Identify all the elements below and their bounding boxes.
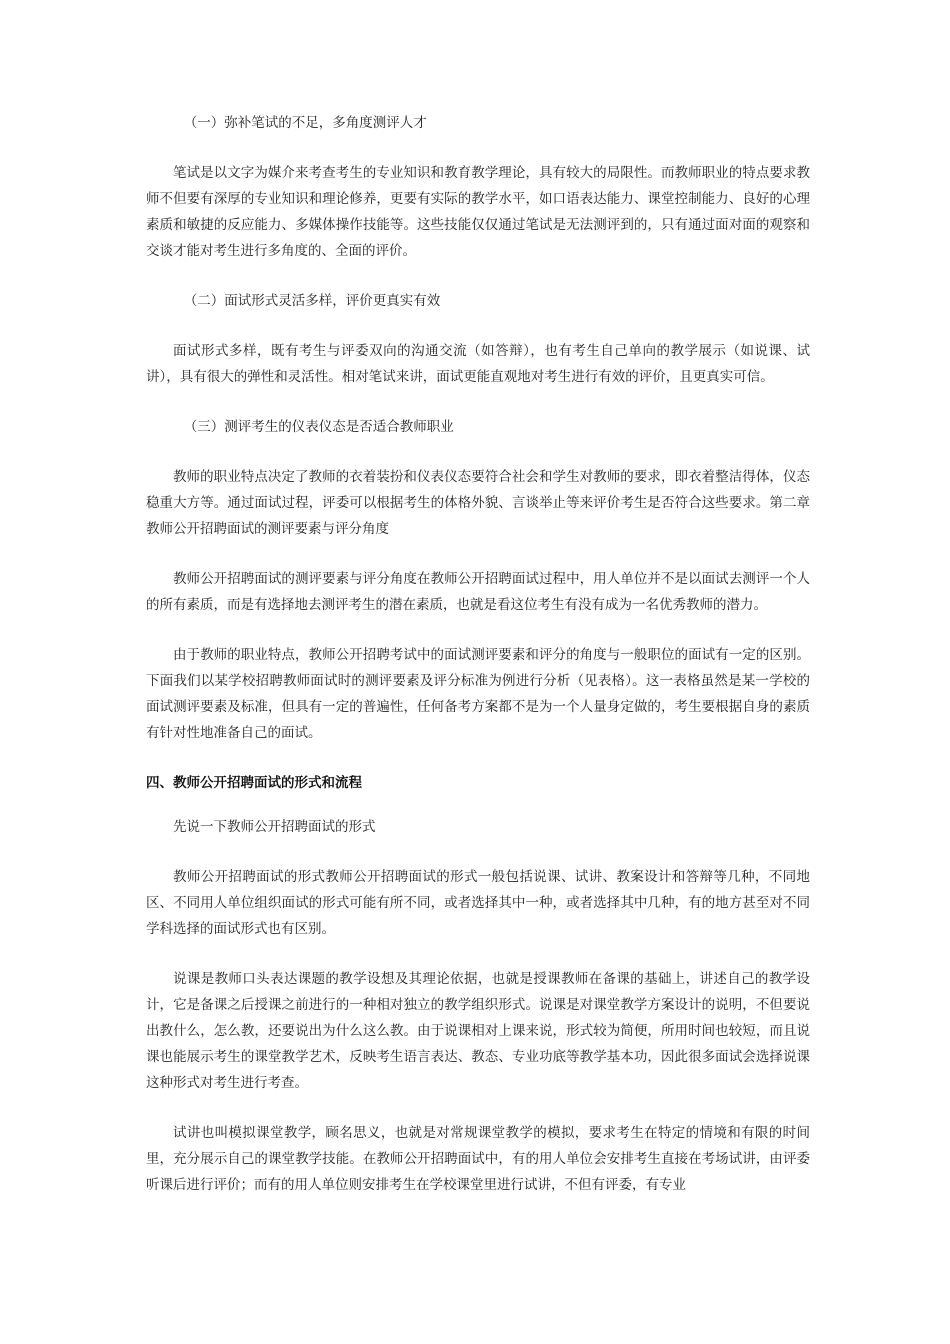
- chapter-heading: 四、教师公开招聘面试的形式和流程: [146, 775, 362, 791]
- paragraph: 教师的职业特点决定了教师的衣着装扮和仪表仪态要符合社会和学生对教师的要求，即衣着整洁得体，仪态稳重大方等。通过面试过程，评委可以根据考生的体格外貌、言谈举止等来评价考生是否符合这些要求。第二章教师公开招聘面试的测评要素与评分角度: [146, 469, 810, 537]
- paragraph: 笔试是以文字为媒介来考查考生的专业知识和教育教学理论，具有较大的局限性。而教师职业的特点要求教师不但要有深厚的专业知识和理论修养，更要有实际的教学水平，如口语表达能力、课堂控制能力、良好的心理素质和敏捷的反应能力、多媒体操作技能等。这些技能仅仅通过笔试是无法测评到的，只有通过面对面的观察和交谈才能对考生进行多角度的、全面的评价。: [146, 165, 810, 259]
- section-heading-1: （一）弥补笔试的不足，多角度测评人才: [183, 115, 427, 131]
- section-heading-2: （二）面试形式灵活多样，评价更真实有效: [183, 293, 441, 309]
- paragraph: 由于教师的职业特点，教师公开招聘考试中的面试测评要素和评分的角度与一般职位的面试有一定的区别。下面我们以某学校招聘教师面试时的测评要素及评分标准为例进行分析（见表格）。这一表格虽然是某一学校的面试测评要素及标准，但具有一定的普遍性，任何备考方案都不是为一个人量身定做的，考生要根据自身的素质有针对性地准备自己的面试。: [146, 647, 810, 741]
- paragraph: 教师公开招聘面试的形式教师公开招聘面试的形式一般包括说课、试讲、教案设计和答辩等几种，不同地区、不同用人单位组织面试的形式可能有所不同，或者选择其中一种，或者选择其中几种，有的地方甚至对不同学科选择的面试形式也有区别。: [146, 869, 810, 937]
- paragraph: 说课是教师口头表达课题的教学设想及其理论依据，也就是授课教师在备课的基础上，讲述自己的教学设计，它是备课之后授课之前进行的一种相对独立的教学组织形式。说课是对课堂教学方案设计的说明，不但要说出教什么，怎么教，还要说出为什么这么教。由于说课相对上课来说，形式较为简便，所用时间也较短，而且说课也能展示考生的课堂教学艺术，反映考生语言表达、教态、专业功底等教学基本功，因此很多面试会选择说课这种形式对考生进行考查。: [146, 971, 810, 1091]
- section-heading-3: （三）测评考生的仪表仪态是否适合教师职业: [183, 419, 454, 435]
- document-body: [146, 110, 810, 1222]
- paragraph: 教师公开招聘面试的测评要素与评分角度在教师公开招聘面试过程中，用人单位并不是以面试去测评一个人的所有素质，而是有选择地去测评考生的潜在素质，也就是看这位考生有没有成为一名优秀教师的潜力。: [146, 571, 810, 613]
- paragraph: 试讲也叫模拟课堂教学，顾名思义，也就是对常规课堂教学的模拟，要求考生在特定的情境和有限的时间里，充分展示自己的课堂教学技能。在教师公开招聘面试中，有的用人单位会安排考生直接在考场试讲，由评委听课后进行评价；而有的用人单位则安排考生在学校课堂里进行试讲，不但有评委，有专业: [146, 1125, 810, 1193]
- paragraph: 面试形式多样，既有考生与评委双向的沟通交流（如答辩），也有考生自己单向的教学展示（如说课、试讲），具有很大的弹性和灵活性。相对笔试来讲，面试更能直观地对考生进行有效的评价，且更真实可信。: [146, 343, 810, 385]
- subheading: 先说一下教师公开招聘面试的形式: [173, 819, 376, 835]
